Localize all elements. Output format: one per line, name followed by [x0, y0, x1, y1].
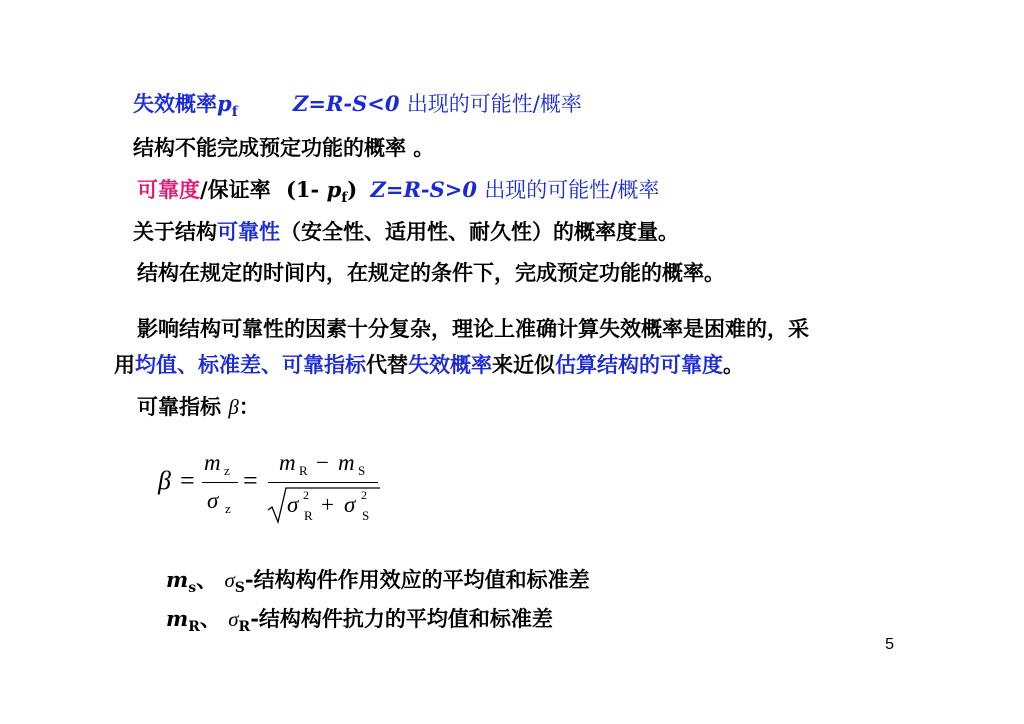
formula-sigma-S: σ — [344, 492, 356, 517]
reliability-line — [137, 176, 659, 212]
reliability-label: 可靠度 — [137, 177, 200, 202]
pf-subscript-2: f — [341, 190, 348, 206]
reliability-definition — [133, 218, 679, 246]
formula-sigma-R: σ — [287, 492, 299, 517]
def2-text: -结构构件抗力的平均值和标准差 — [250, 606, 553, 631]
reliability-index-label: 可靠指标 — [137, 394, 221, 419]
para-a: 用 — [114, 352, 135, 377]
formula-mz: m — [204, 450, 221, 475]
formula-sigma-S-sub: S — [362, 508, 370, 523]
failure-probability-line — [133, 90, 582, 126]
definition-ms — [166, 566, 590, 602]
para-c: 代替 — [366, 352, 408, 377]
formula-mR-sub: R — [299, 463, 308, 478]
formula-sigma-S-sq: 2 — [361, 488, 367, 502]
formula-mS-sub: S — [358, 463, 366, 478]
formula-plus: + — [321, 492, 334, 517]
failure-condition-text: 出现的可能性/概率 — [406, 92, 582, 116]
colon: ： — [238, 394, 260, 419]
para-g: 。 — [723, 352, 744, 377]
formula-sigma-R-sub: R — [304, 508, 313, 523]
failure-condition: Z=R-S<0 — [293, 91, 400, 116]
pf-symbol-2: p — [326, 177, 342, 202]
beta-symbol: β — [228, 395, 239, 419]
formula-minus: − — [316, 450, 329, 475]
reliability-label-tail: /保证率 — [200, 177, 271, 202]
def1-sigma-sub: S — [234, 580, 245, 596]
failure-definition: 结构不能完成预定功能的概率 。 — [133, 135, 435, 160]
formula-mz-sub: z — [224, 463, 230, 478]
def1-sigma: σ — [224, 568, 235, 592]
formula-equals-1: = — [180, 466, 195, 495]
def2-sigma-sub: R — [238, 619, 251, 635]
reliability-condition-text: 出现的可能性/概率 — [484, 178, 660, 202]
formula-mS: m — [338, 450, 355, 475]
formula-equals-2: = — [243, 466, 258, 495]
para-e: 来近似 — [492, 352, 555, 377]
pf-subscript: f — [231, 104, 238, 120]
def2-sigma: σ — [228, 607, 239, 631]
def1-sep: 、 — [196, 567, 218, 592]
para-f: 估算结构的可靠度 — [555, 352, 723, 377]
reliability-def-term: 可靠性 — [217, 219, 280, 244]
paragraph-line-1: 影响结构可靠性的因素十分复杂，理论上准确计算失效概率是困难的，采 — [137, 316, 809, 341]
reliability-index-line — [137, 393, 260, 421]
def1-m: m — [166, 567, 189, 592]
fraction-bar-2 — [268, 482, 378, 483]
definition-mr — [166, 605, 553, 641]
formula-beta: β — [158, 466, 171, 495]
formula-mR: m — [279, 450, 296, 475]
formula-sigma-z: σ — [207, 488, 219, 513]
reliability-def-c: （安全性、适用性、耐久性）的概率度量。 — [280, 219, 679, 244]
para-b: 均值、标准差、可靠指标 — [135, 352, 366, 377]
failure-probability-label: 失效概率 — [133, 91, 217, 116]
def1-m-sub: s — [188, 580, 197, 596]
pf-symbol: p — [217, 91, 232, 116]
formula-sigma-R-sq: 2 — [303, 488, 309, 502]
reliability-def-a: 关于结构 — [133, 219, 217, 244]
reliability-close: ) — [347, 177, 358, 202]
def1-text: -结构构件作用效应的平均值和标准差 — [244, 567, 590, 592]
reliability-description: 结构在规定的时间内，在规定的条件下，完成预定功能的概率。 — [137, 260, 725, 285]
reliability-open: (1- — [285, 177, 320, 202]
reliability-condition: Z=R-S>0 — [370, 177, 477, 202]
fraction-bar-1 — [202, 482, 238, 483]
para-d: 失效概率 — [408, 352, 492, 377]
formula-sigma-z-sub: z — [225, 501, 231, 516]
def2-m-sub: R — [188, 619, 200, 635]
paragraph-line-2 — [114, 351, 744, 379]
def2-sep: 、 — [199, 606, 221, 631]
page-number: 5 — [885, 636, 894, 653]
def2-m: m — [166, 606, 189, 631]
